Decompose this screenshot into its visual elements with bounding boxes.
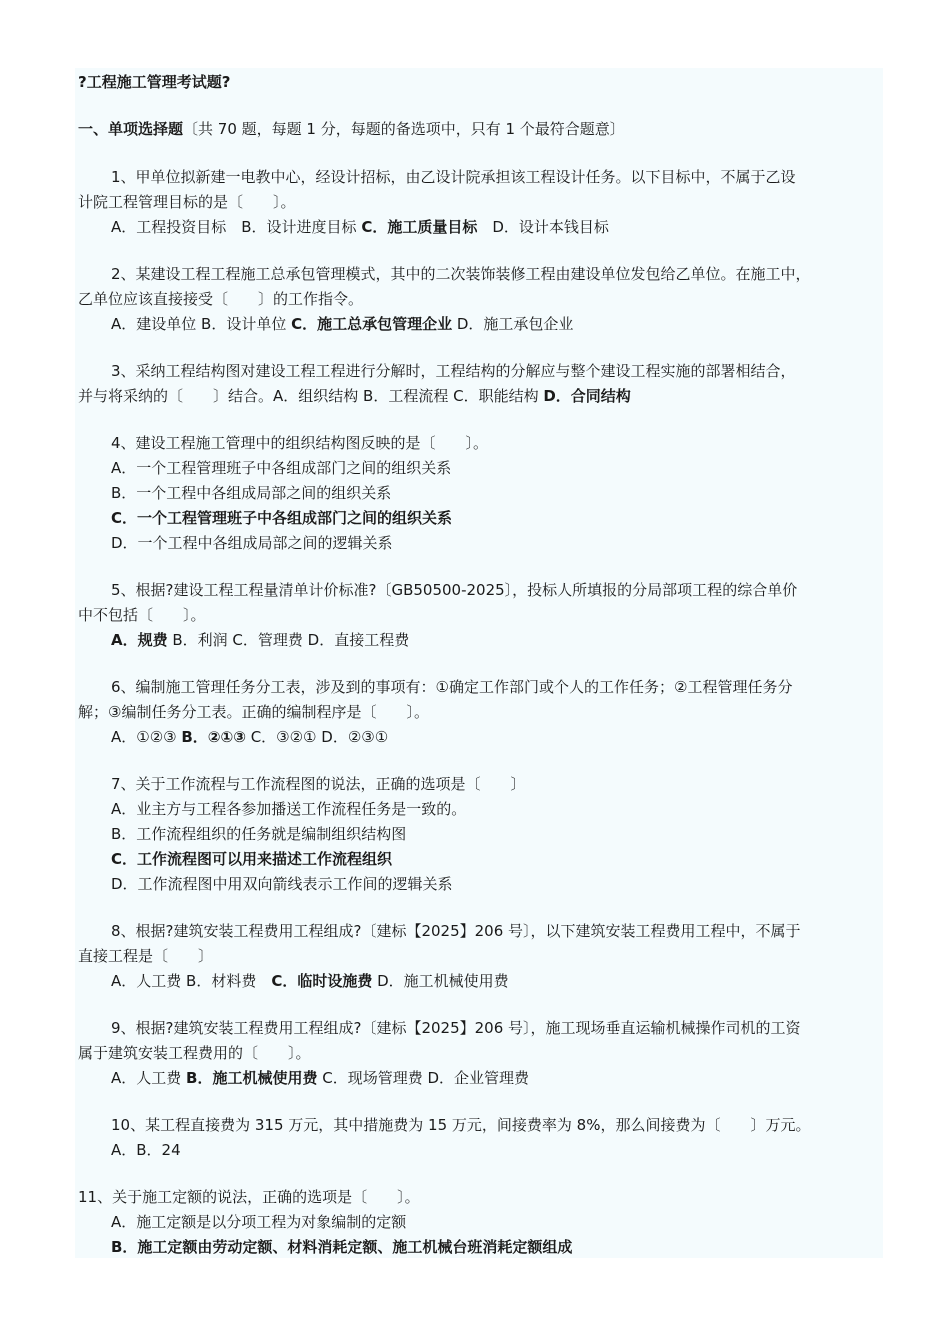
option-text: D．施工承包企业 <box>452 315 574 333</box>
option-text: A．人工费 <box>111 1069 187 1087</box>
option-text: A．工程投资目标 B．设计进度目标 <box>111 218 362 236</box>
question-8-text-cont: 直接工程是〔 〕 <box>78 947 214 965</box>
question-7-option-a: A．业主方与工程各参加播送工作流程任务是一致的。 <box>111 800 467 818</box>
option-text: 并与将采纳的〔 〕结合。A．组织结构 B．工程流程 C．职能结构 <box>78 387 544 405</box>
section-heading <box>78 119 625 139</box>
question-8-options <box>111 971 509 991</box>
option-text: C．现场管理费 D．企业管理费 <box>317 1069 530 1087</box>
question-6-options <box>111 727 388 747</box>
question-5-options <box>111 630 409 650</box>
question-1-options <box>111 217 609 237</box>
document-title: ?工程施工管理考试题? <box>78 73 231 91</box>
question-7-option-b: B．工作流程组织的任务就是编制组织结构图 <box>111 825 407 843</box>
question-4-answer-option: C．一个工程管理班子中各组成部门之间的组织关系 <box>111 509 453 527</box>
question-9-text: 9、根据?建筑安装工程费用工程组成?〔建标【2025】206 号〕，施工现场垂直运输机械操作司机的工资 <box>111 1019 801 1037</box>
question-3-text: 3、采纳工程结构图对建设工程工程进行分解时，工程结构的分解应与整个建设工程实施的部署相结合， <box>111 362 796 380</box>
question-5-text: 5、根据?建设工程工程量清单计价标准?〔GB50500-2025〕，投标人所填报的分局部项工程的综合单价 <box>111 581 798 599</box>
question-7-answer-option: C．工作流程图可以用来描述工作流程组织 <box>111 850 393 868</box>
option-text: B．利润 C．管理费 D．直接工程费 <box>167 631 410 649</box>
question-11-option-a: A．施工定额是以分项工程为对象编制的定额 <box>111 1213 407 1231</box>
section-title: 一、单项选择题 <box>78 120 184 138</box>
answer-option: C．施工质量目标 <box>361 218 478 236</box>
answer-option: A．规费 <box>111 631 168 649</box>
question-5-text-cont: 中不包括〔 〕。 <box>78 606 206 624</box>
question-7-text: 7、关于工作流程与工作流程图的说法，正确的选项是〔 〕 <box>111 775 526 793</box>
option-text: A．①②③ <box>111 728 182 746</box>
question-3-text-cont <box>78 386 631 406</box>
question-10-text: 10、某工程直接费为 315 万元，其中措施费为 15 万元，间接费率为 8%，那么间接费为〔 〕万元。 <box>111 1116 811 1134</box>
question-11-text: 11、关于施工定额的说法，正确的选项是〔 〕。 <box>78 1188 420 1206</box>
question-4-text: 4、建设工程施工管理中的组织结构图反映的是〔 〕。 <box>111 434 489 452</box>
question-2-options <box>111 314 573 334</box>
option-text: A．建设单位 B．设计单位 <box>111 315 292 333</box>
question-9-options <box>111 1068 529 1088</box>
answer-option: B．施工机械使用费 <box>186 1069 318 1087</box>
question-6-text-cont: 解；③编制任务分工表。正确的编制程序是〔 〕。 <box>78 703 429 721</box>
question-4-option-d: D．一个工程中各组成局部之间的逻辑关系 <box>111 534 393 552</box>
option-text: C．③②① D．②③① <box>245 728 389 746</box>
question-9-text-cont: 属于建筑安装工程费用的〔 〕。 <box>78 1044 311 1062</box>
question-6-text: 6、编制施工管理任务分工表，涉及到的事项有：①确定工作部门或个人的工作任务；②工程管理任务分 <box>111 678 793 696</box>
question-8-text: 8、根据?建筑安装工程费用工程组成?〔建标【2025】206 号〕，以下建筑安装工程费用工程中，不属于 <box>111 922 801 940</box>
option-text: D．施工机械使用费 <box>372 972 509 990</box>
answer-option: C．临时设施费 <box>271 972 373 990</box>
question-10-options: A．B．24 <box>111 1141 181 1159</box>
answer-option: D．合同结构 <box>543 387 631 405</box>
section-note: 〔共 70 题，每题 1 分，每题的备选项中，只有 1 个最符合题意〕 <box>183 120 625 138</box>
answer-option: C．施工总承包管理企业 <box>291 315 453 333</box>
question-1-text-cont: 计院工程管理目标的是〔 〕。 <box>78 193 296 211</box>
question-11-answer-option: B．施工定额由劳动定额、材料消耗定额、施工机械台班消耗定额组成 <box>111 1238 573 1256</box>
question-7-option-d: D．工作流程图中用双向箭线表示工作间的逻辑关系 <box>111 875 453 893</box>
answer-option: B．②①③ <box>181 728 246 746</box>
question-4-option-a: A．一个工程管理班子中各组成部门之间的组织关系 <box>111 459 452 477</box>
question-2-text: 2、某建设工程工程施工总承包管理模式，其中的二次装饰装修工程由建设单位发包给乙单位。在施工中， <box>111 265 811 283</box>
option-text: D．设计本钱目标 <box>477 218 609 236</box>
question-4-option-b: B．一个工程中各组成局部之间的组织关系 <box>111 484 392 502</box>
option-text: A．人工费 B．材料费 <box>111 972 272 990</box>
question-2-text-cont: 乙单位应该直接接受〔 〕的工作指令。 <box>78 290 364 308</box>
question-1-text: 1、甲单位拟新建一电教中心，经设计招标，由乙设计院承担该工程设计任务。以下目标中，不属于乙设 <box>111 168 796 186</box>
